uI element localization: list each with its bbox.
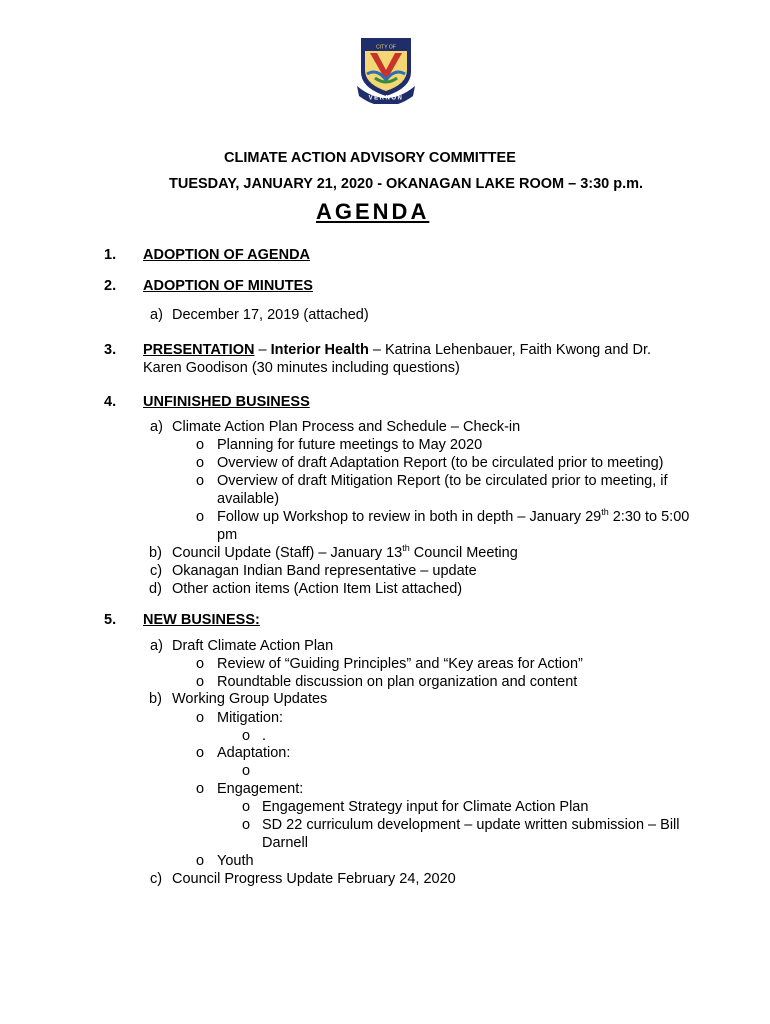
- bullet-marker: o: [196, 745, 205, 761]
- bullet-text-continued: pm: [217, 527, 238, 543]
- bullet-marker: o: [196, 656, 205, 672]
- sub-bullet-marker: o: [242, 763, 251, 779]
- sub-bullet-text: .: [262, 728, 267, 744]
- bullet-marker: o: [196, 473, 205, 489]
- separator: –: [254, 342, 271, 358]
- sub-bullet-text: SD 22 curriculum development – update written submission – Bill: [262, 817, 680, 833]
- item-text: Okanagan Indian Band representative – update: [172, 563, 477, 579]
- presenter-organization: Interior Health: [270, 342, 369, 358]
- bullet-text: Review of “Guiding Principles” and “Key areas for Action”: [217, 656, 583, 672]
- section-number: 3.: [104, 342, 117, 358]
- bullet-text: Adaptation:: [217, 745, 291, 761]
- section-title-adoption-of-agenda: ADOPTION OF AGENDA: [143, 247, 311, 263]
- item-text: Council Update (Staff) – January 13th Council Meeting: [172, 543, 518, 561]
- sub-bullet-text-continued: Darnell: [262, 835, 308, 851]
- item-text: Climate Action Plan Process and Schedule – Check-in: [172, 419, 521, 435]
- bullet-text-continued: available): [217, 491, 280, 507]
- sub-bullet-marker: o: [242, 817, 251, 833]
- item-text: Council Progress Update February 24, 2020: [172, 871, 456, 887]
- bullet-text: Overview of draft Adaptation Report (to be circulated prior to meeting): [217, 455, 664, 471]
- item-text: Other action items (Action Item List attached): [172, 581, 463, 597]
- bullet-text: Mitigation:: [217, 710, 284, 726]
- item-text: Draft Climate Action Plan: [172, 638, 334, 654]
- bullet-marker: o: [196, 853, 205, 869]
- crest-top-text: CITY OF: [376, 44, 396, 51]
- item-text: Working Group Updates: [172, 691, 328, 707]
- bullet-text: Planning for future meetings to May 2020: [217, 437, 483, 453]
- item-marker: c): [150, 871, 163, 887]
- bullet-marker: o: [196, 674, 205, 690]
- sub-bullet-text: Engagement Strategy input for Climate Action Plan: [262, 799, 589, 815]
- presenter-names: – Katrina Lehenbauer, Faith Kwong and Dr.: [368, 342, 652, 358]
- section-title-adoption-of-minutes: ADOPTION OF MINUTES: [143, 278, 313, 294]
- bullet-text: Overview of draft Mitigation Report (to be circulated prior to meeting, if: [217, 473, 668, 489]
- bullet-text: Youth: [217, 853, 254, 869]
- sub-bullet-marker: o: [242, 799, 251, 815]
- bullet-marker: o: [196, 437, 205, 453]
- bullet-marker: o: [196, 710, 205, 726]
- bullet-marker: o: [196, 509, 205, 525]
- city-of-vernon-crest-logo: [355, 36, 417, 104]
- section-title-presentation: PRESENTATION: [143, 342, 255, 358]
- item-marker: c): [150, 563, 163, 579]
- agenda-title: AGENDA: [316, 199, 430, 224]
- bullet-marker: o: [196, 455, 205, 471]
- crest-bottom-text: VERNON: [368, 95, 404, 102]
- section-number: 1.: [104, 247, 117, 263]
- presentation-line: [143, 342, 651, 358]
- section-number: 2.: [104, 278, 117, 294]
- bullet-text: Roundtable discussion on plan organization and content: [217, 674, 578, 690]
- item-marker: d): [149, 581, 162, 597]
- item-marker: a): [150, 419, 163, 435]
- section-title-new-business: NEW BUSINESS:: [143, 612, 260, 628]
- committee-title: CLIMATE ACTION ADVISORY COMMITTEE: [224, 150, 516, 166]
- item-text: December 17, 2019 (attached): [172, 307, 369, 323]
- presentation-line-2: Karen Goodison (30 minutes including questions): [143, 360, 460, 376]
- sub-bullet-marker: o: [242, 728, 251, 744]
- bullet-text: Follow up Workshop to review in both in depth – January 29th 2:30 to 5:00: [217, 507, 690, 525]
- item-marker: b): [149, 545, 162, 561]
- bullet-marker: o: [196, 781, 205, 797]
- section-number: 4.: [104, 394, 117, 410]
- section-title-unfinished-business: UNFINISHED BUSINESS: [143, 394, 310, 410]
- item-marker: a): [150, 638, 163, 654]
- section-number: 5.: [104, 612, 117, 628]
- meeting-details: TUESDAY, JANUARY 21, 2020 - OKANAGAN LAKE ROOM – 3:30 p.m.: [169, 176, 644, 192]
- bullet-text: Engagement:: [217, 781, 304, 797]
- item-marker: a): [150, 307, 163, 323]
- item-marker: b): [149, 691, 162, 707]
